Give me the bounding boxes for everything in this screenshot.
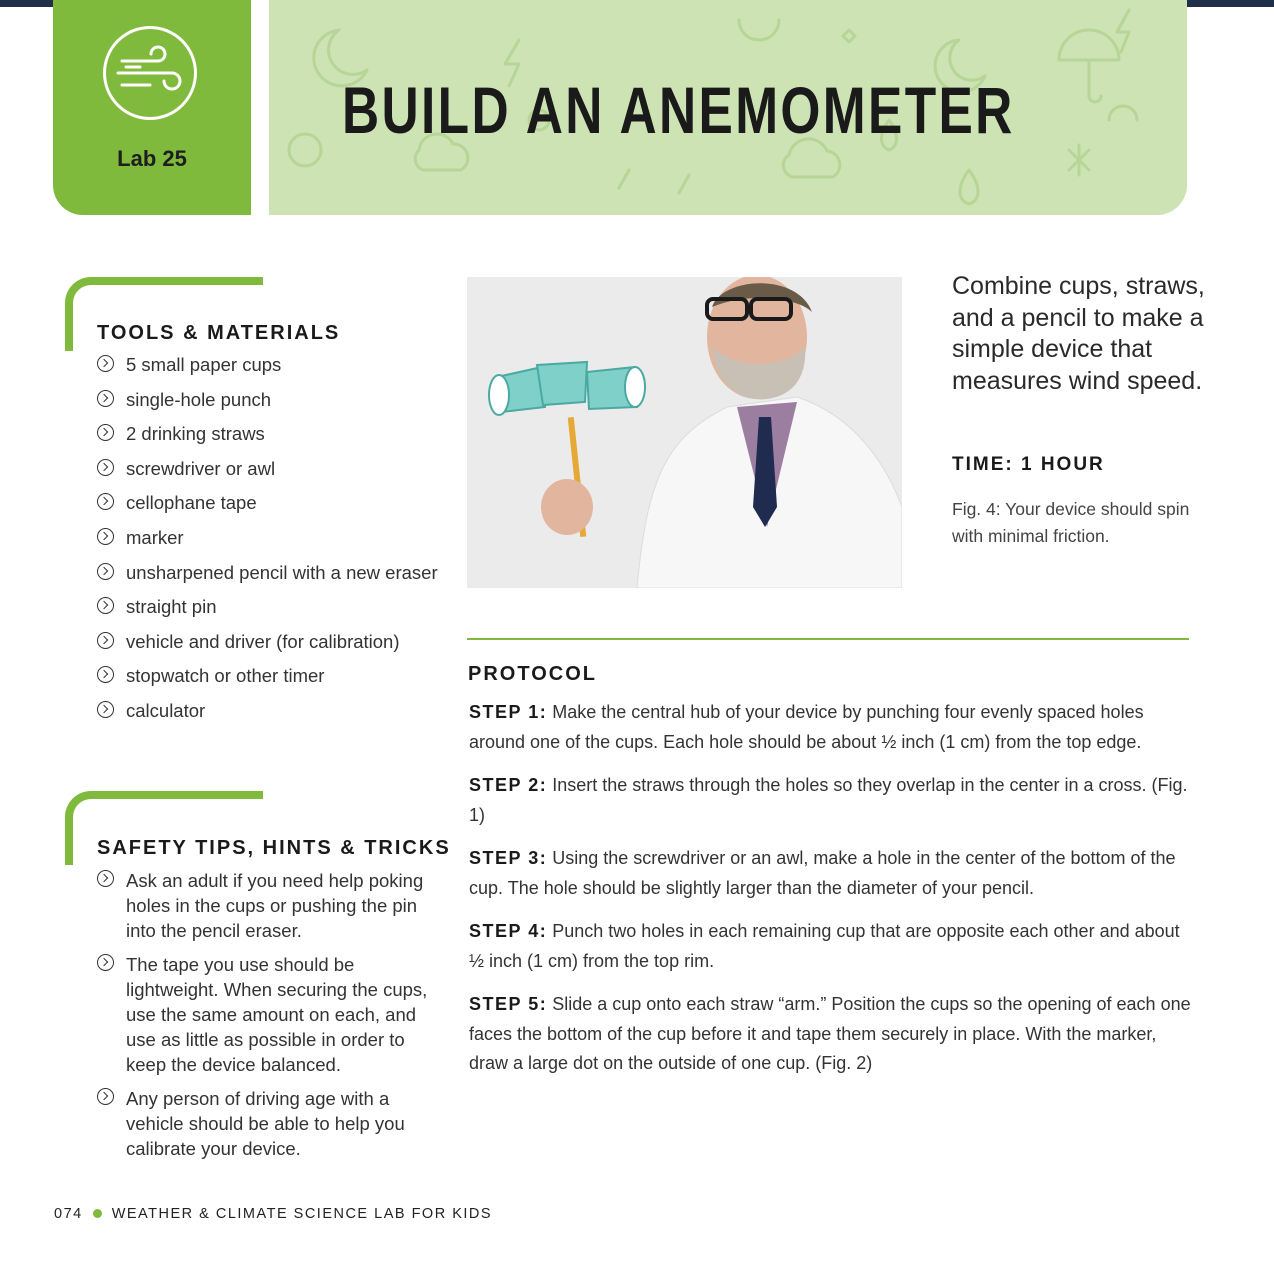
list-item: unsharpened pencil with a new eraser xyxy=(97,561,457,596)
tools-heading: TOOLS & MATERIALS xyxy=(97,322,341,344)
chevron-right-icon xyxy=(97,597,114,614)
list-item: straight pin xyxy=(97,595,457,630)
list-item: calculator xyxy=(97,699,457,734)
list-item: 5 small paper cups xyxy=(97,353,457,388)
list-item: Any person of driving age with a vehicle should be able to help you calibrate your device. xyxy=(97,1086,437,1161)
chevron-right-icon xyxy=(97,528,114,545)
page-number: 074 xyxy=(54,1206,83,1222)
page-title: BUILD AN ANEMOMETER xyxy=(342,73,1015,147)
chevron-right-icon xyxy=(97,493,114,510)
figure-caption: Fig. 4: Your device should spin with minimal friction. xyxy=(952,499,1190,546)
page-footer xyxy=(54,1206,492,1222)
chevron-right-icon xyxy=(97,355,114,372)
protocol-step: STEP 1: Make the central hub of your device by punching four evenly spaced holes around one of the cups. Each hole should be about ½ inch (1 cm) from the top edge. xyxy=(469,702,1144,752)
lab-number: Lab 25 xyxy=(117,146,187,171)
chevron-right-icon xyxy=(97,390,114,407)
section-divider xyxy=(467,638,1189,640)
intro-text: Combine cups, straws, and a pencil to make a simple device that measures wind speed. xyxy=(952,272,1205,395)
protocol-step: STEP 3: Using the screwdriver or an awl, make a hole in the center of the bottom of the cup. The hole should be slightly larger than the diameter of your pencil. xyxy=(469,848,1176,898)
list-item: The tape you use should be lightweight. When securing the cups, use the same amount on each, and use as little as possible in order to keep the device balanced. xyxy=(97,952,437,1077)
list-item: stopwatch or other timer xyxy=(97,664,457,699)
safety-heading: SAFETY TIPS, HINTS & TRICKS xyxy=(97,837,451,859)
protocol-steps xyxy=(469,698,1199,1093)
list-item: 2 drinking straws xyxy=(97,422,457,457)
list-item: single-hole punch xyxy=(97,388,457,423)
tools-list xyxy=(97,353,457,734)
protocol-step: STEP 5: Slide a cup onto each straw “arm.” Position the cups so the opening of each one faces the bottom of the cup before it and tape them securely in place. With the marker, draw a large dot on the outside of one cup. (Fig. 2) xyxy=(469,994,1191,1073)
lab-tab xyxy=(53,0,251,215)
chevron-right-icon xyxy=(97,701,114,718)
list-item: vehicle and driver (for calibration) xyxy=(97,630,457,665)
protocol-step: STEP 4: Punch two holes in each remaining cup that are opposite each other and about ½ inch (1 cm) from the top rim. xyxy=(469,921,1180,971)
chevron-right-icon xyxy=(97,563,114,580)
chevron-right-icon xyxy=(97,424,114,441)
chevron-right-icon xyxy=(97,666,114,683)
list-item: marker xyxy=(97,526,457,561)
chevron-right-icon xyxy=(97,1088,114,1105)
wind-icon xyxy=(103,26,197,120)
list-item: cellophane tape xyxy=(97,491,457,526)
protocol-heading: PROTOCOL xyxy=(468,663,597,685)
list-item: screwdriver or awl xyxy=(97,457,457,492)
book-title: WEATHER & CLIMATE SCIENCE LAB FOR KIDS xyxy=(111,1206,493,1222)
footer-dot-icon xyxy=(93,1209,102,1218)
time-label: TIME: 1 HOUR xyxy=(952,454,1105,475)
photo-anemometer xyxy=(467,277,902,588)
chevron-right-icon xyxy=(97,632,114,649)
safety-list xyxy=(97,868,437,1170)
list-item: Ask an adult if you need help poking holes in the cups or pushing the pin into the pencil eraser. xyxy=(97,868,437,943)
chevron-right-icon xyxy=(97,459,114,476)
chevron-right-icon xyxy=(97,870,114,887)
chevron-right-icon xyxy=(97,954,114,971)
protocol-step: STEP 2: Insert the straws through the holes so they overlap in the center in a cross. (Fig. 1) xyxy=(469,775,1188,825)
